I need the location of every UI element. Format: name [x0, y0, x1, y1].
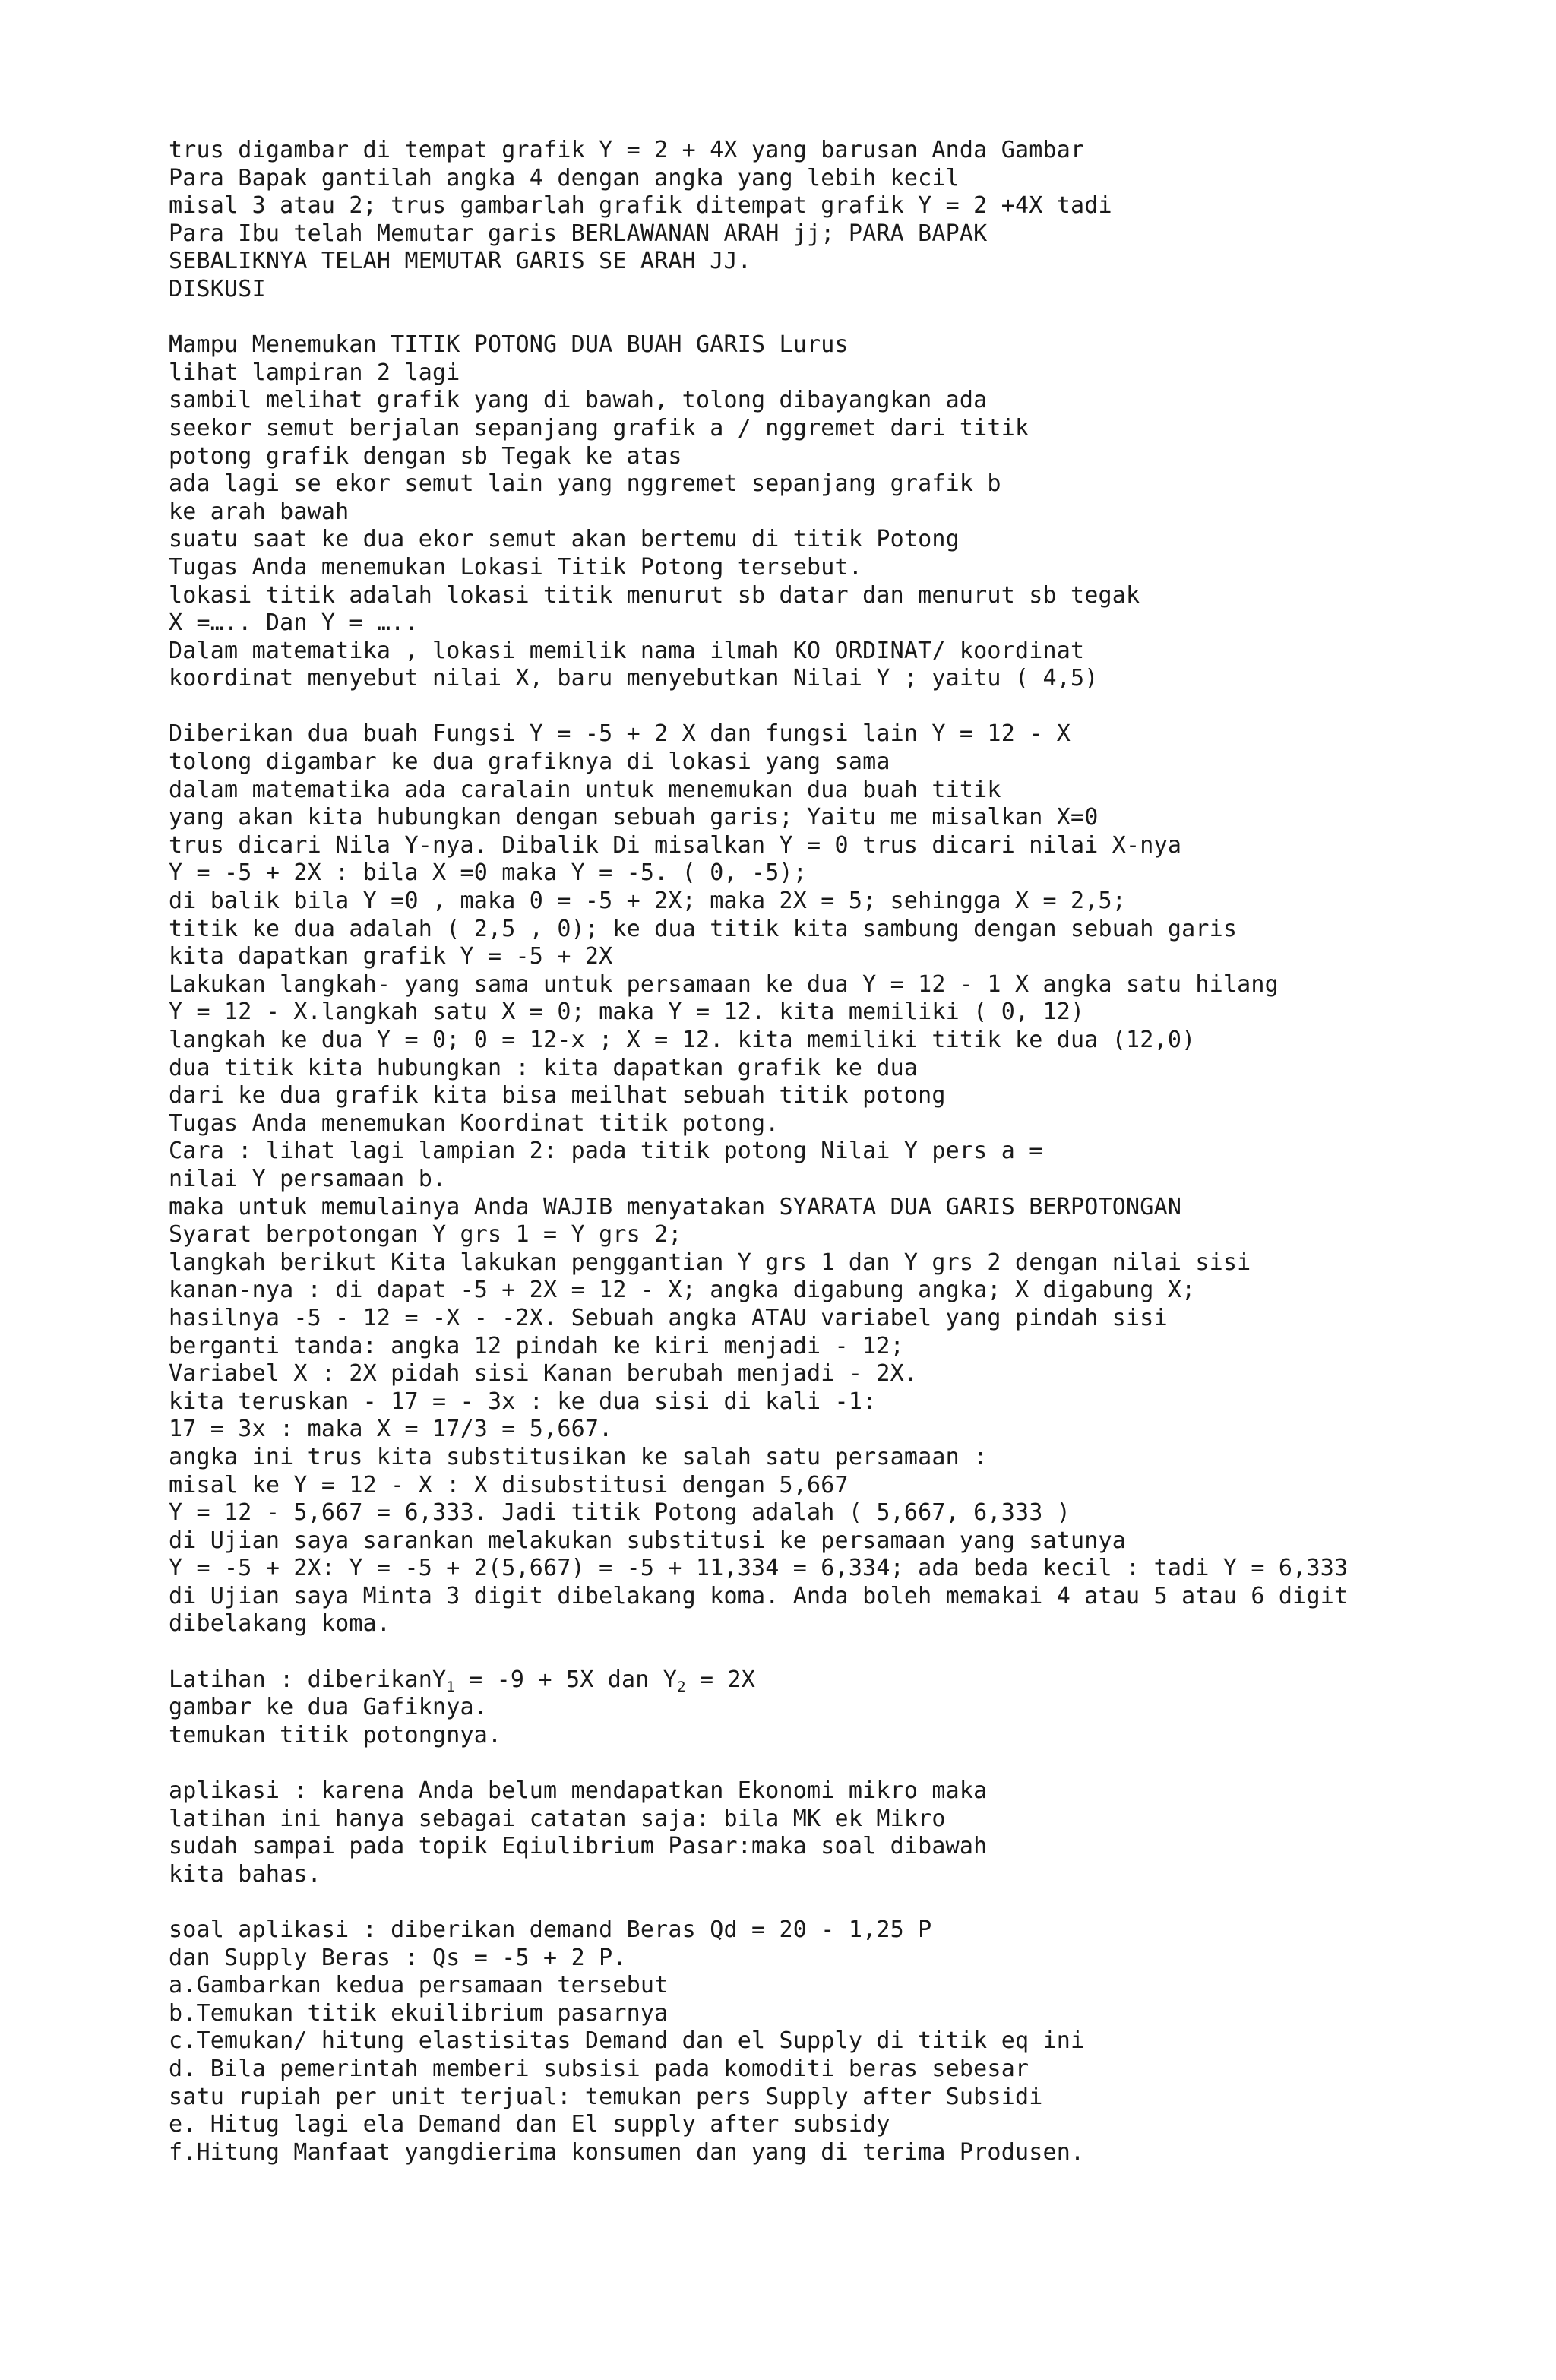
text-line: a.Gambarkan kedua persamaan tersebut [169, 1972, 669, 1999]
text-line: Syarat berpotongan Y grs 1 = Y grs 2; [169, 1221, 682, 1249]
text-line: tolong digambar ke dua grafiknya di lokasi yang sama [169, 748, 890, 776]
text-line: ke arah bawah [169, 498, 349, 525]
text-line: di Ujian saya Minta 3 digit dibelakang koma. Anda boleh memakai 4 atau 5 atau 6 digit [169, 1582, 1349, 1609]
text-line: Y = -5 + 2X: Y = -5 + 2(5,667) = -5 + 11,334 = 6,334; ada beda kecil : tadi Y = 6,333 [169, 1555, 1349, 1582]
text-line: nilai Y persamaan b. [169, 1165, 447, 1192]
paragraph-graph-instructions [169, 137, 1536, 304]
text-line: latihan ini hanya sebagai catatan saja: bila MK ek Mikro [169, 1805, 946, 1832]
text-line: langkah ke dua Y = 0; 0 = 12-x ; X = 12. kita memiliki titik ke dua (12,0) [169, 1027, 1196, 1053]
paragraph-application-note [169, 1777, 1536, 1888]
text-line: X =….. Dan Y = ….. [169, 609, 419, 637]
text-line: di Ujian saya sarankan melakukan substitusi ke persamaan yang satunya [169, 1527, 1127, 1554]
text-line: Y = 12 - 5,667 = 6,333. Jadi titik Potong adalah ( 5,667, 6,333 ) [169, 1499, 1071, 1527]
text-line: dari ke dua grafik kita bisa meilhat sebuah titik potong [169, 1082, 946, 1109]
text-line: dua titik kita hubungkan : kita dapatkan grafik ke dua [169, 1054, 919, 1081]
text-line: Tugas Anda menemukan Koordinat titik potong. [169, 1109, 780, 1137]
text-line: dalam matematika ada caralain untuk menemukan dua buah titik [169, 776, 1001, 803]
text-line: 17 = 3x : maka X = 17/3 = 5,667. [169, 1416, 613, 1443]
text-line: kanan-nya : di dapat -5 + 2X = 12 - X; angka digabung angka; X digabung X; [169, 1277, 1196, 1304]
text-line: maka untuk memulainya Anda WAJIB menyatakan SYARATA DUA GARIS BERPOTONGAN [169, 1193, 1182, 1220]
text-line: f.Hitung Manfaat yangdierima konsumen dan yang di terima Produsen. [169, 2138, 1085, 2166]
text-line: temukan titik potongnya. [169, 1721, 502, 1749]
text-line: misal 3 atau 2; trus gambarlah grafik ditempat grafik Y = 2 +4X tadi [169, 192, 1112, 220]
text-line: aplikasi : karena Anda belum mendapatkan Ekonomi mikro maka [169, 1777, 988, 1805]
paragraph-exercise [169, 1666, 1536, 1750]
document-body [169, 137, 1536, 2195]
subscript-1: 1 [446, 1678, 455, 1695]
text-line: DISKUSI [169, 275, 266, 302]
paragraph-application-problem [169, 1916, 1536, 2166]
text-line: c.Temukan/ hitung elastisitas Demand dan el Supply di titik eq ini [169, 2027, 1085, 2055]
text-line: Diberikan dua buah Fungsi Y = -5 + 2 X dan fungsi lain Y = 12 - X [169, 720, 1071, 748]
text-line: langkah berikut Kita lakukan penggantian Y grs 1 dan Y grs 2 dengan nilai sisi [169, 1249, 1251, 1276]
text-line: dibelakang koma. [169, 1610, 391, 1638]
text-line: Cara : lihat lagi lampian 2: pada titik potong Nilai Y pers a = [169, 1138, 1043, 1165]
text-line: trus dicari Nila Y-nya. Dibalik Di misalkan Y = 0 trus dicari nilai X-nya [169, 831, 1182, 859]
paragraph-worked-example [169, 720, 1536, 1638]
text-line: SEBALIKNYA TELAH MEMUTAR GARIS SE ARAH JJ. [169, 248, 751, 275]
text-line: lihat lampiran 2 lagi [169, 359, 460, 386]
text-line: d. Bila pemerintah memberi subsisi pada komoditi beras sebesar [169, 2055, 1029, 2082]
text-line: seekor semut berjalan sepanjang grafik a / nggremet dari titik [169, 414, 1029, 442]
text-line: Y = -5 + 2X : bila X =0 maka Y = -5. ( 0, -5); [169, 859, 808, 887]
text-line: di balik bila Y =0 , maka 0 = -5 + 2X; maka 2X = 5; sehingga X = 2,5; [169, 888, 1127, 915]
exercise-prefix: Latihan : diberikanY [169, 1666, 447, 1693]
text-line: angka ini trus kita substitusikan ke salah satu persamaan : [169, 1443, 988, 1470]
text-line: Para Bapak gantilah angka 4 dengan angka yang lebih kecil [169, 164, 960, 191]
text-line: koordinat menyebut nilai X, baru menyebutkan Nilai Y ; yaitu ( 4,5) [169, 665, 1099, 692]
text-line: sudah sampai pada topik Eqiulibrium Pasar:maka soal dibawah [169, 1833, 988, 1860]
text-line: satu rupiah per unit terjual: temukan pers Supply after Subsidi [169, 2083, 1043, 2110]
text-line: berganti tanda: angka 12 pindah ke kiri menjadi - 12; [169, 1332, 904, 1359]
exercise-line [169, 1666, 1536, 1695]
text-line: kita dapatkan grafik Y = -5 + 2X [169, 943, 613, 970]
text-line: kita bahas. [169, 1860, 321, 1888]
text-line: trus digambar di tempat grafik Y = 2 + 4X yang barusan Anda Gambar [169, 137, 1085, 163]
text-line: Para Ibu telah Memutar garis BERLAWANAN ARAH jj; PARA BAPAK [169, 220, 988, 247]
text-line: Lakukan langkah- yang sama untuk persamaan ke dua Y = 12 - 1 X angka satu hilang [169, 970, 1279, 998]
paragraph-intersection-intro [169, 331, 1536, 693]
text-line: lokasi titik adalah lokasi titik menurut sb datar dan menurut sb tegak [169, 581, 1140, 609]
text-line: yang akan kita hubungkan dengan sebuah garis; Yaitu me misalkan X=0 [169, 804, 1099, 831]
text-line: kita teruskan - 17 = - 3x : ke dua sisi di kali -1: [169, 1388, 877, 1415]
text-line: gambar ke dua Gafiknya. [169, 1694, 489, 1721]
text-line: b.Temukan titik ekuilibrium pasarnya [169, 1999, 669, 2027]
text-line: suatu saat ke dua ekor semut akan bertemu di titik Potong [169, 526, 960, 553]
text-line: sambil melihat grafik yang di bawah, tolong dibayangkan ada [169, 387, 988, 414]
text-line: dan Supply Beras : Qs = -5 + 2 P. [169, 1944, 627, 1971]
text-line: soal aplikasi : diberikan demand Beras Qd = 20 - 1,25 P [169, 1916, 932, 1943]
text-line: Variabel X : 2X pidah sisi Kanan berubah menjadi - 2X. [169, 1360, 919, 1388]
exercise-mid: = -9 + 5X dan Y [454, 1666, 678, 1693]
text-line: Tugas Anda menemukan Lokasi Titik Potong tersebut. [169, 553, 863, 581]
exercise-suffix: = 2X [685, 1666, 756, 1693]
text-line: ada lagi se ekor semut lain yang nggremet sepanjang grafik b [169, 470, 1001, 498]
subscript-2: 2 [677, 1678, 686, 1695]
text-line: potong grafik dengan sb Tegak ke atas [169, 442, 682, 470]
text-line: hasilnya -5 - 12 = -X - -2X. Sebuah angka ATAU variabel yang pindah sisi [169, 1304, 1168, 1331]
text-line: Y = 12 - X.langkah satu X = 0; maka Y = 12. kita memiliki ( 0, 12) [169, 999, 1085, 1026]
text-line: misal ke Y = 12 - X : X disubstitusi dengan 5,667 [169, 1471, 849, 1499]
text-line: titik ke dua adalah ( 2,5 , 0); ke dua titik kita sambung dengan sebuah garis [169, 915, 1238, 942]
text-line: e. Hitug lagi ela Demand dan El supply after subsidy [169, 2111, 890, 2138]
text-line: Dalam matematika , lokasi memilik nama ilmah KO ORDINAT/ koordinat [169, 637, 1085, 664]
text-line: Mampu Menemukan TITIK POTONG DUA BUAH GARIS Lurus [169, 331, 849, 359]
